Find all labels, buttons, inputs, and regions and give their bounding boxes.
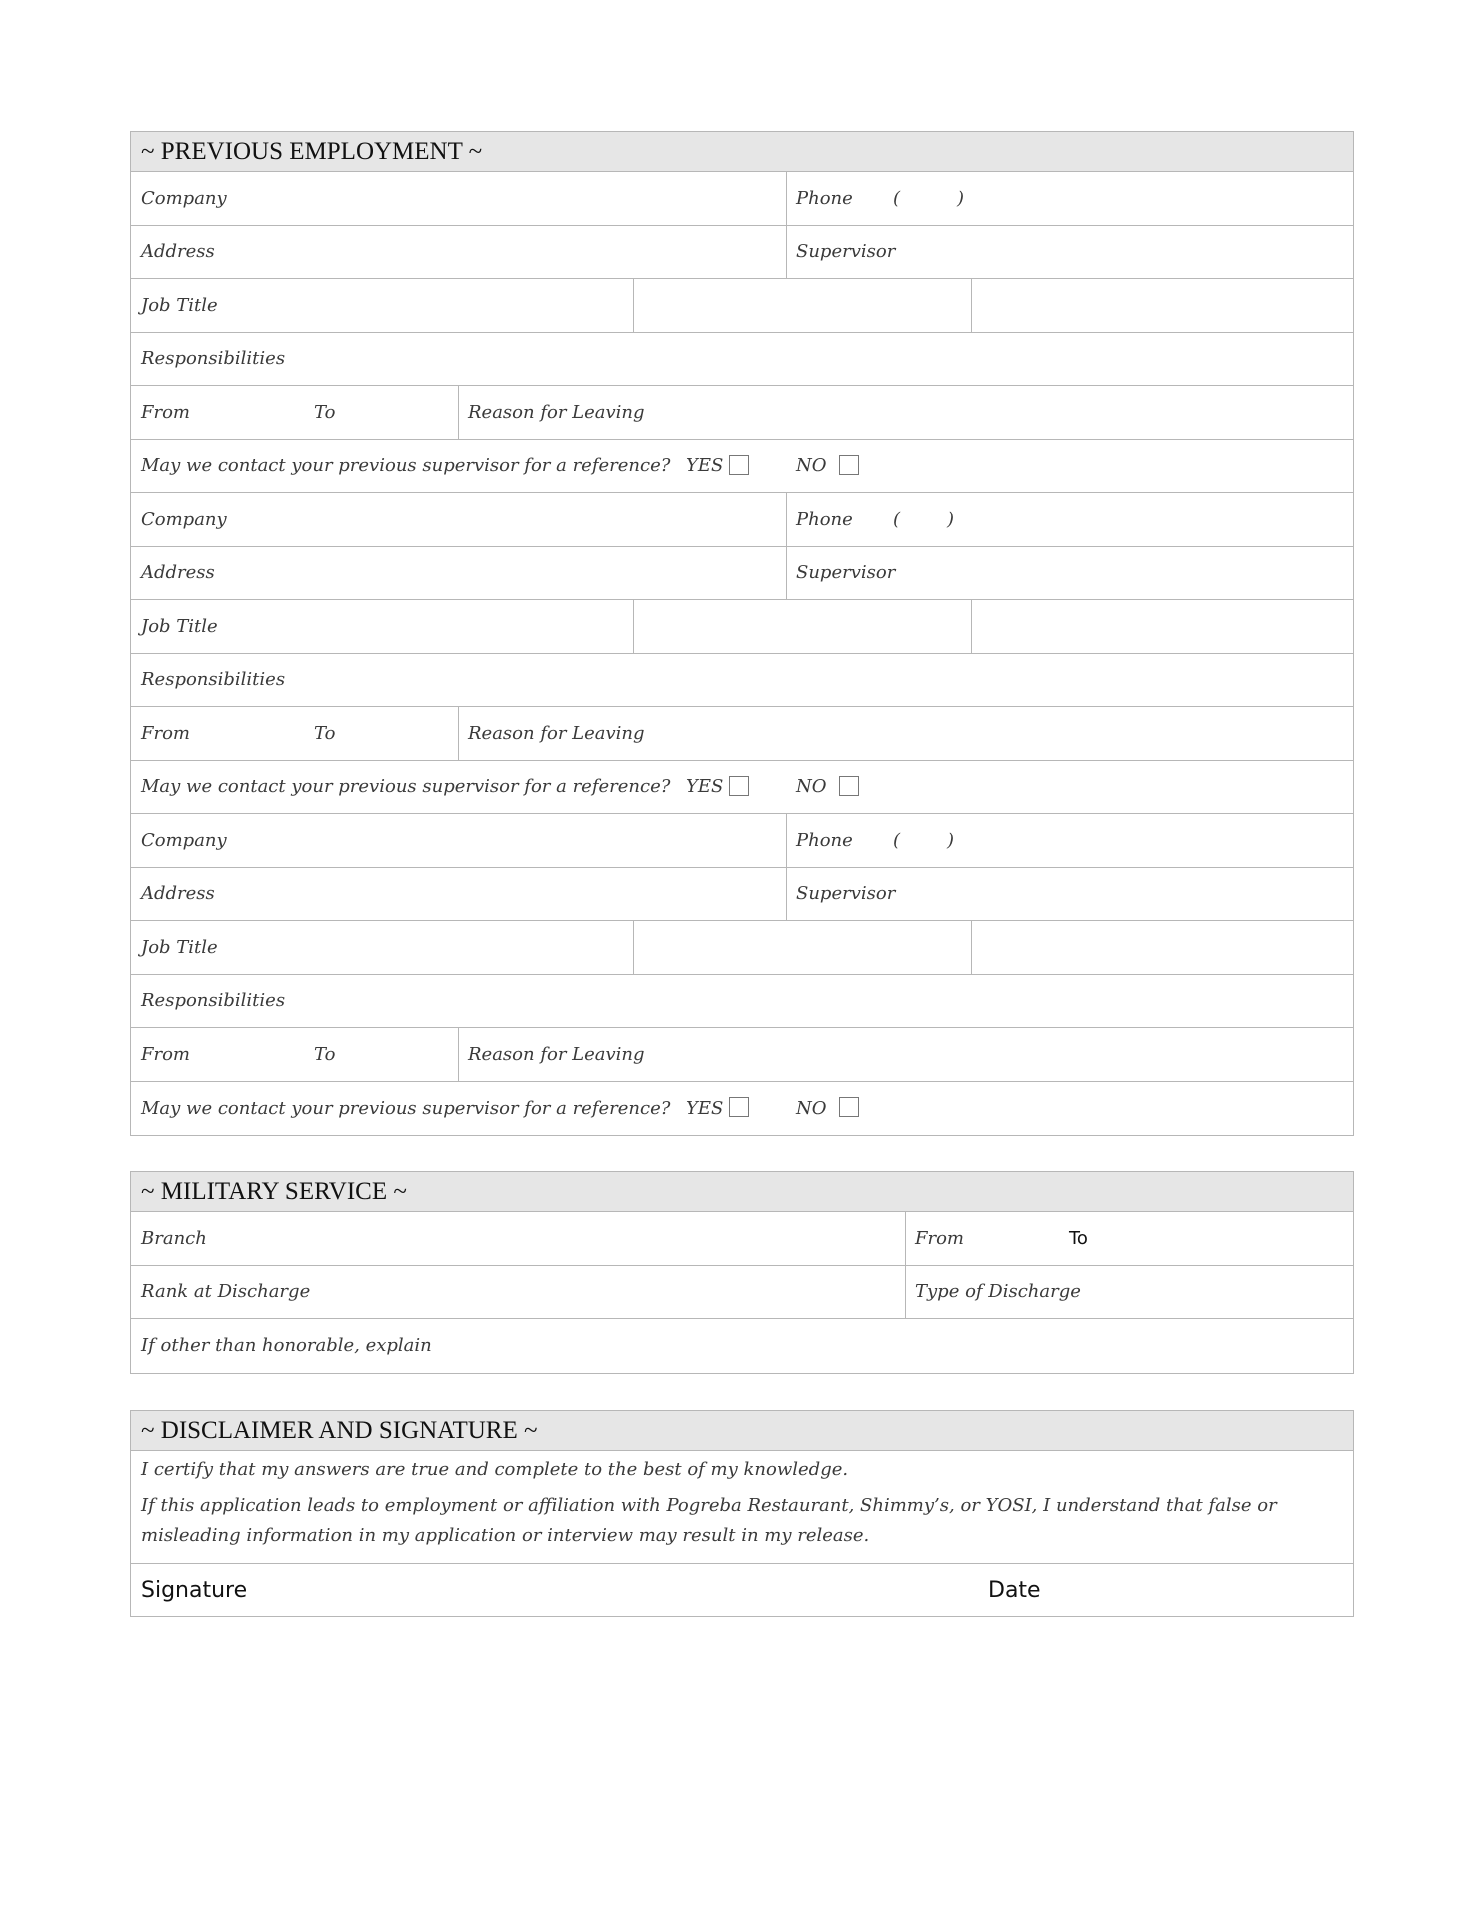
divider <box>786 226 787 279</box>
company-row-3 <box>131 814 1353 868</box>
no-checkbox[interactable] <box>839 776 859 796</box>
phone-paren-close: ) <box>947 508 955 530</box>
from-label: From <box>141 1043 190 1065</box>
dates-row-3 <box>131 1028 1353 1082</box>
yes-label: YES <box>686 455 724 477</box>
address-row-1 <box>131 226 1353 280</box>
from-label: From <box>141 401 190 423</box>
yes-label: YES <box>686 1097 724 1119</box>
signature-label: Signature <box>141 1577 248 1603</box>
responsibilities-row-1 <box>131 333 1353 387</box>
to-label: To <box>314 1043 336 1065</box>
divider <box>633 279 634 332</box>
responsibilities-row-2 <box>131 654 1353 708</box>
divider <box>905 1212 906 1265</box>
previous-employment-heading: ~ PREVIOUS EMPLOYMENT ~ <box>131 132 1353 172</box>
job-title-row-1 <box>131 279 1353 333</box>
divider <box>905 1266 906 1319</box>
previous-employment-section <box>130 131 1354 1136</box>
phone-paren-close: ) <box>947 829 955 851</box>
divider <box>786 493 787 546</box>
divider <box>786 814 787 867</box>
reason-for-leaving-label: Reason for Leaving <box>468 401 645 423</box>
disclaimer-section <box>130 1410 1354 1617</box>
yes-checkbox[interactable] <box>729 776 749 796</box>
company-label: Company <box>141 829 227 851</box>
explain-label: If other than honorable, explain <box>141 1335 432 1357</box>
no-label: NO <box>796 776 827 798</box>
rank-at-discharge-label: Rank at Discharge <box>141 1281 311 1303</box>
company-row-2 <box>131 493 1353 547</box>
phone-paren-open: ( <box>893 187 901 209</box>
rank-row <box>131 1266 1353 1320</box>
address-label: Address <box>141 562 215 584</box>
divider <box>971 921 972 974</box>
responsibilities-label: Responsibilities <box>141 669 286 691</box>
no-checkbox[interactable] <box>839 1097 859 1117</box>
phone-paren-close: ) <box>957 187 965 209</box>
contact-question: May we contact your previous supervisor for a reference? <box>141 776 671 798</box>
phone-label: Phone <box>796 829 853 851</box>
yes-checkbox[interactable] <box>729 1097 749 1117</box>
dates-row-2 <box>131 707 1353 761</box>
date-label: Date <box>988 1577 1041 1603</box>
responsibilities-row-3 <box>131 975 1353 1029</box>
yes-label: YES <box>686 776 724 798</box>
disclaimer-heading: ~ DISCLAIMER AND SIGNATURE ~ <box>131 1411 1353 1451</box>
supervisor-label: Supervisor <box>796 241 896 263</box>
reason-for-leaving-label: Reason for Leaving <box>468 1043 645 1065</box>
divider <box>458 386 459 439</box>
contact-question: May we contact your previous supervisor for a reference? <box>141 1097 671 1119</box>
explain-row <box>131 1319 1353 1373</box>
address-row-3 <box>131 868 1353 922</box>
job-title-label: Job Title <box>141 615 218 637</box>
type-of-discharge-label: Type of Discharge <box>915 1281 1081 1303</box>
no-label: NO <box>796 455 827 477</box>
military-from-label: From <box>915 1227 964 1249</box>
divider <box>458 707 459 760</box>
no-checkbox[interactable] <box>839 455 859 475</box>
branch-row <box>131 1212 1353 1266</box>
company-label: Company <box>141 187 227 209</box>
phone-paren-open: ( <box>893 508 901 530</box>
phone-label: Phone <box>796 187 853 209</box>
certify-text: I certify that my answers are true and complete to the best of my knowledge. <box>141 1459 849 1480</box>
no-label: NO <box>796 1097 827 1119</box>
address-label: Address <box>141 883 215 905</box>
contact-question: May we contact your previous supervisor for a reference? <box>141 455 671 477</box>
responsibilities-label: Responsibilities <box>141 990 286 1012</box>
dates-row-1 <box>131 386 1353 440</box>
from-label: From <box>141 722 190 744</box>
military-to-label: To <box>1069 1227 1088 1249</box>
branch-label: Branch <box>141 1227 207 1249</box>
responsibilities-label: Responsibilities <box>141 348 286 370</box>
divider <box>786 172 787 225</box>
contact-row-3 <box>131 1082 1353 1136</box>
job-title-row-3 <box>131 921 1353 975</box>
divider <box>633 600 634 653</box>
to-label: To <box>314 722 336 744</box>
divider <box>786 868 787 921</box>
to-label: To <box>314 401 336 423</box>
supervisor-label: Supervisor <box>796 883 896 905</box>
job-title-label: Job Title <box>141 294 218 316</box>
job-title-row-2 <box>131 600 1353 654</box>
military-service-heading: ~ MILITARY SERVICE ~ <box>131 1172 1353 1212</box>
military-service-section <box>130 1171 1354 1374</box>
signature-row <box>131 1563 1353 1616</box>
divider <box>786 547 787 600</box>
contact-row-2 <box>131 761 1353 815</box>
supervisor-label: Supervisor <box>796 562 896 584</box>
company-row-1 <box>131 172 1353 226</box>
divider <box>633 921 634 974</box>
job-title-label: Job Title <box>141 936 218 958</box>
phone-paren-open: ( <box>893 829 901 851</box>
address-label: Address <box>141 241 215 263</box>
phone-label: Phone <box>796 508 853 530</box>
divider <box>971 600 972 653</box>
contact-row-1 <box>131 440 1353 494</box>
reason-for-leaving-label: Reason for Leaving <box>468 722 645 744</box>
divider <box>458 1028 459 1081</box>
address-row-2 <box>131 547 1353 601</box>
release-text: If this application leads to employment or affiliation with Pogreba Restaurant, Shimmy’s, or YOSI, I understand that false or misleading information in my application or interview may result in my release. <box>141 1495 1277 1546</box>
company-label: Company <box>141 508 227 530</box>
divider <box>971 279 972 332</box>
yes-checkbox[interactable] <box>729 455 749 475</box>
